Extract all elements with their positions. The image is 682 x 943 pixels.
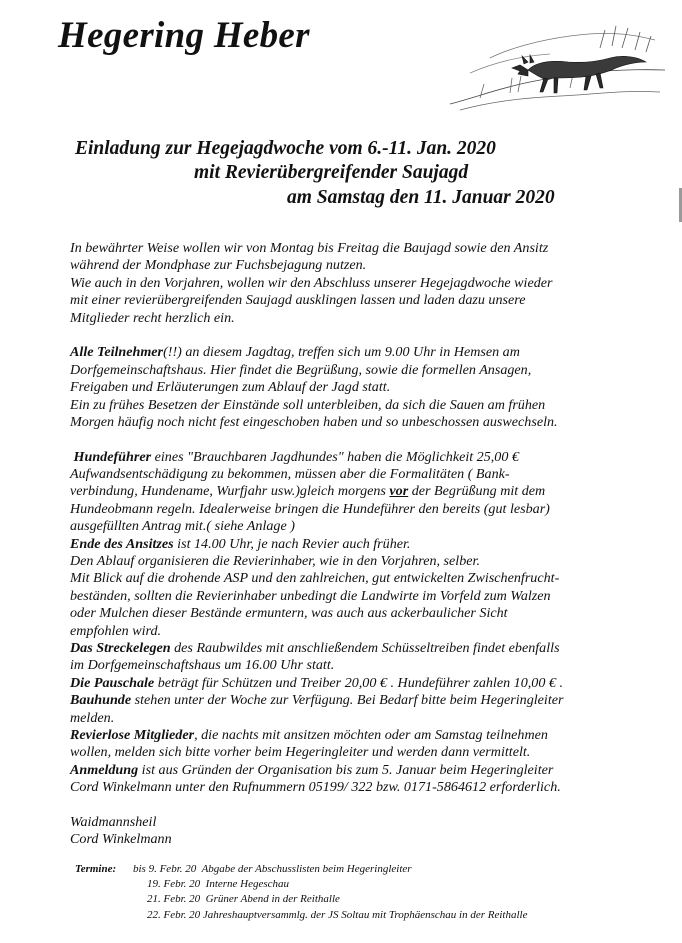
paragraph-dog-handlers <box>70 449 645 536</box>
text-line: Revierlose Mitglieder, die nachts mit ansitzen möchten oder am Samstag teilnehmen <box>70 726 548 743</box>
text-line: oder Mulchen dieser Bestände ermuntern, was auch aus ackerbaulicher Sicht <box>70 605 508 622</box>
text-line: ausgefüllten Antrag mit.( siehe Anlage ) <box>70 518 295 535</box>
text-line: Ein zu frühes Besetzen der Einstände soll unterbleiben, da sich die Sauen am frühen <box>70 396 546 413</box>
org-title: Hegering Heber <box>58 15 310 56</box>
emphasis-vor: vor <box>389 483 409 500</box>
text-line: Cord Winkelmann unter den Rufnummern 05199/ 322 bzw. 0171-5864612 erforderlich. <box>70 779 561 796</box>
text-line: Bauhunde stehen unter der Woche zur Verfügung. Bei Bedarf bitte beim Hegeringleiter <box>70 692 564 709</box>
bold-lead: Hundeführer <box>73 448 152 465</box>
text-line: Morgen häufig noch nicht fest eingeschoben haben und so unbeschossen auswechseln. <box>70 413 558 430</box>
fox-illustration <box>450 18 665 118</box>
text-line: verbindung, Hundename, Wurfjahr usw.)gleich morgens vor der Begrüßung mit dem <box>70 483 546 500</box>
signature-block <box>70 814 645 849</box>
text-line: Aufwandsentschädigung zu bekommen, müssen aber die Formalitäten ( Bank- <box>70 466 510 483</box>
paragraph-fee <box>70 675 645 692</box>
text-line: wollen, melden sich bitte vorher beim Hegeringleiter und werden dann vermittelt. <box>70 744 531 761</box>
text-line: Ende des Ansitzes ist 14.00 Uhr, je nach Revier auch früher. <box>70 535 411 552</box>
paragraph-registration <box>70 762 645 797</box>
text-line: Dorfgemeinschaftshaus. Hier findet die Begrüßung, sowie die formellen Ansagen, <box>70 361 532 378</box>
text-line: im Dorfgemeinschaftshaus um 16.00 Uhr statt. <box>70 657 335 674</box>
text-line: melden. <box>70 709 115 726</box>
text-line: Hundeführer eines "Brauchbaren Jagdhundes" haben die Möglichkeit 25,00 € <box>73 448 519 465</box>
text-line: während der Mondphase zur Fuchsbejagung nutzen. <box>70 257 367 274</box>
text-line: beständen, sollten die Revierinhaber unbedingt die Landwirte im Vorfeld zum Walzen <box>70 587 551 604</box>
text-line: Wie auch in den Vorjahren, wollen wir den Abschluss unserer Hegejagdwoche wieder <box>70 274 553 291</box>
bold-lead: Die Pauschale <box>70 674 155 691</box>
heading-line-3: am Samstag den 11. Januar 2020 <box>287 187 555 208</box>
bold-lead: Anmeldung <box>70 761 139 778</box>
date-entry: 19. Febr. 20 Interne Hegeschau <box>147 878 290 891</box>
text-line: Hundeobmann regeln. Idealerweise bringen die Hundeführer den bereits (gut lesbar) <box>70 500 550 517</box>
text-line: empfohlen wird. <box>70 622 162 639</box>
text-line: Alle Teilnehmer(!!) an diesem Jagdtag, treffen sich um 9.00 Uhr in Hemsen am <box>70 344 520 361</box>
text-line: Anmeldung ist aus Gründen der Organisation bis zum 5. Januar beim Hegeringleiter <box>70 761 554 778</box>
paragraph-intro <box>70 240 645 327</box>
date-entry: bis 9. Febr. 20 Abgabe der Abschusslisten beim Hegeringleiter <box>133 863 412 875</box>
text-line: Mit Blick auf die drohende ASP und den zahlreichen, gut entwickelten Zwischenfrucht- <box>70 570 560 587</box>
dates-label: Termine: <box>75 863 117 875</box>
bold-lead: Revierlose Mitglieder <box>70 726 195 743</box>
text-line: Die Pauschale beträgt für Schützen und Treiber 20,00 € . Hundeführer zahlen 10,00 € . <box>70 674 563 691</box>
bold-lead: Alle Teilnehmer <box>70 344 164 361</box>
paragraph-end-of-hunt <box>70 536 645 640</box>
date-entry: 22. Febr. 20 Jahreshauptversammlg. der JS Soltau mit Trophäenschau in der Reithalle <box>147 908 528 921</box>
paragraph-members-without-district <box>70 727 645 762</box>
date-entry: 21. Febr. 20 Grüner Abend in der Reithalle <box>147 893 340 906</box>
text-line: Freigaben und Erläuterungen zum Ablauf der Jagd statt. <box>70 379 391 396</box>
bold-lead: Bauhunde <box>70 692 132 709</box>
letter-body <box>70 240 645 849</box>
text-line: Mitglieder recht herzlich ein. <box>70 309 235 326</box>
text-line: Das Streckelegen des Raubwildes mit anschließendem Schüsseltreiben findet ebenfalls <box>70 639 560 656</box>
bold-lead: Das Streckelegen <box>70 639 171 656</box>
heading-line-1: Einladung zur Hegejagdwoche vom 6.-11. Jan. 2020 <box>75 138 496 159</box>
paragraph-game-display <box>70 640 645 675</box>
paragraph-terriers <box>70 692 645 727</box>
heading-line-2: mit Revierübergreifender Saujagd <box>194 162 469 183</box>
signer-name: Cord Winkelmann <box>70 831 172 848</box>
text-line: Den Ablauf organisieren die Revierinhaber, wie in den Vorjahren, selber. <box>70 553 480 570</box>
bold-lead: Ende des Ansitzes <box>70 535 174 552</box>
paragraph-participants <box>70 344 645 431</box>
closing-greeting: Waidmannsheil <box>70 813 157 830</box>
text-line: mit einer revierübergreifenden Saujagd ausklingen lassen und laden dazu unsere <box>70 292 526 309</box>
text-line: In bewährter Weise wollen wir von Montag bis Freitag die Baujagd sowie den Ansitz <box>70 240 549 256</box>
